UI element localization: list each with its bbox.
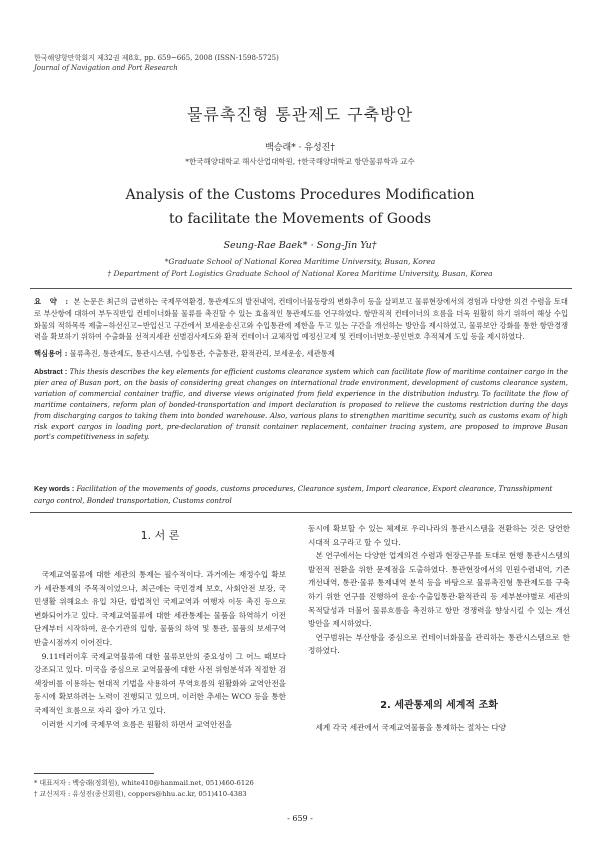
footnote-rule [34,773,154,774]
abstract-english [34,367,568,443]
paper-title-english-line2: to facilitate the Movements of Goods [168,211,432,227]
journal-name: Journal of Navigation and Port Research [34,64,178,72]
abstract-korean [34,296,568,343]
section-2-text [308,721,570,735]
keywords-english-text: Facilitation of the movements of goods, customs procedures, Clearance system, Import clearance, Export clearance, Transshipment cargo control, Bonded transportation, Customs control [34,484,553,505]
left-paragraph-1: 국제교역물류에 대한 세관의 통제는 필수적이다. 과거에는 재정수입 확보가 세관통제의 주목적이었으나, 최근에는 국민경제 보호, 사회안전 보장, 국민생활 위해요소 유입 차단, 합법적인 국제교역과 여행자 이동 촉진 등으로 변화되어가고 있다. 국제교역물류에 대한 세관통제는 물품을 하역하기 이전 단계부터 시작하여, 운수기관의 입항, 물품의 하역 및 통관, 물품의 보세구역 반출시점까지 이어진다. [34,570,286,647]
footnote-corresponding-1: * 대표저자 : 백승래(정회원), white410@hanmail.net, 051)460-6126 [34,779,254,787]
abstract-english-label: Abstract : [34,368,68,376]
abstract-korean-label: 요 약 : [34,297,72,306]
keywords-korean-text: 물류촉진, 통관제도, 통관시스템, 수입통관, 수출통관, 환적관리, 보세운송, 세관통제 [69,349,335,358]
abstract-korean-text: 본 논문은 최근의 급변하는 국제무역환경, 통관제도의 발전내역, 컨테이너물동량의 변화추이 등을 살펴보고 물류현장에서의 경험과 다양한 의견 수렴을 토대로 부산항에 대하여 부두직반입 컨테이너화물 물류를 촉진할 수 있는 효율적인 통관제도를 연구하였다. 항만직적 컨테이너의 흐름을 더욱 원활히 하기 위하여 해상 수입화물의 적하목록 제출~하선신고~반입신고 구간에서 보세운송신고와 수입통관에 제한을 두고 있는 구간을 개선하는 방안을 제시하였고, 물류보안 강화를 통한 항만경쟁력을 확보하기 위하여 수출화물 선적지세관 선별검사제도와 환적 컨테이너 교체작업 예정신고제 및 컨테이너번호·봉인번호 추적체계 도입 등을 제시하였다. [34,297,568,342]
authors-english: Seung-Rae Baek* · Song-Jin Yu† [223,240,377,251]
right-paragraph-3: 연구범위는 부산항을 중심으로 컨테이너화물을 관리하는 통관시스템으로 한정하였다. [308,632,570,656]
right-paragraph-1: 동시에 확보할 수 있는 체제로 우리나라의 통관시스템을 전환하는 것은 당연한 시대적 요구라고 할 수 있다. [308,524,570,547]
paper-title-korean: 물류촉진형 통관제도 구축방안 [186,105,414,124]
left-paragraph-3: 이러한 시기에 국제무역 흐름은 원활히 하면서 교역안전을 [41,719,233,729]
keywords-korean-label: 핵심용어 : [34,349,68,358]
paper-title-english [0,183,600,231]
affiliation-korean: *한국해양대학교 해사산업대학원, †한국해양대학교 항만물류학과 교수 [185,157,415,166]
left-paragraph-2: 9.11테러이후 국제교역물류에 대한 물류보안의 중요성이 그 어느 때보다 강조되고 있다. 미국을 중심으로 교역물품에 대한 사전 위험분석과 적절한 검색장비를 이용하는 현대적 기법을 사용하여 무역흐름의 원활화와 교역안전을 동시에 확보하려는 노력이 진행되고 있으며, 이러한 추세는 WCO 등을 통한 국제적인 흐름으로 자리 잡아 가고 있다. [34,651,286,715]
footnote-corresponding-2: † 교신저자 : 유성진(종신회원), coppers@hhu.ac.kr, 051)410-4383 [34,790,247,798]
section-1-heading: 1. 서 론 [140,529,180,542]
abstract-top-rule [30,288,572,289]
keywords-korean [34,349,568,359]
paper-title-english-line1: Analysis of the Customs Procedures Modification [125,187,475,203]
affiliation-english-1: *Graduate School of National Korea Maritime University, Busan, Korea [164,257,436,266]
body-left-column [34,568,286,731]
body-right-column [308,522,570,658]
journal-header-line: 한국해양항만학회지 제32권 제8호, pp. 659~665, 2008 (ISSN-1598-5725) [34,54,279,62]
abstract-bottom-rule [30,512,572,513]
section-2-heading: 2. 세관통제의 세계적 조화 [380,700,498,711]
right-paragraph-2: 본 연구에서는 다양한 업계의견 수렴과 현장근무를 토대로 현행 통관시스템의 발전적 전환을 위한 문제점을 도출하였다. 통관현장에서의 민원수렴내역, 기존 개선내역, 통관·물류 통제내역 분석 등을 바탕으로 물류촉진형 통관제도를 구축하기 위한 연구를 진행하여 운송·수출입통관·환적관리 등 세부분야별로 세관의 목적달성과 더불어 물류흐름을 촉진하고 항만 경쟁력을 향상시킬 수 있는 개선방안을 제시하였다. [308,551,570,629]
affiliation-english-2: † Department of Port Logistics Graduate School of National Korea Maritime University, Busan, Korea [107,269,493,278]
authors-korean: 백승래* · 유성진† [265,143,335,153]
section-2-paragraph: 세계 각국 세관에서 국제교역물품을 통제하는 절차는 다양 [315,723,507,732]
keywords-english-label: Key words : [34,485,75,493]
page-number: - 659 - [287,814,313,823]
keywords-english [34,483,568,506]
abstract-english-text: This thesis describes the key elements for efficient customs clearance system which can facilitate flow of maritime container cargo in the pier area of Busan port, on the basis of considering great changes on international trade environment, development of customs clearance system, variation of commercial container traffic, and diverse views originated from field experience in the distribution industry. To facilitate the flow of maritime containers, reform plan of bonded-transportation and import declaration is proposed to relieve the customs restriction during the days from discharging cargos to taking them into bonded warehouse. Also, various plans to strengthen maritime security, such as customs exam of high risk export cargos in loading port, pre-declaration of transit container replacement, container tracing system, are proposed to improve Busan port's competitiveness in safety. [34,367,568,442]
